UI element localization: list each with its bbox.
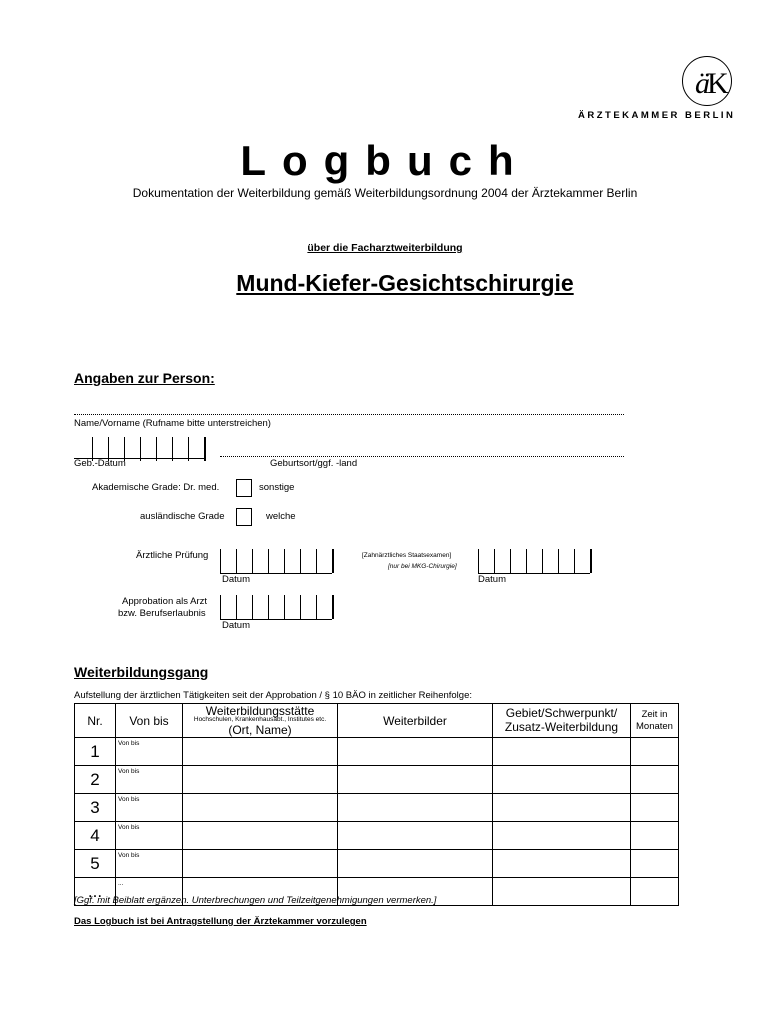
row-nr: 3 — [75, 794, 116, 822]
aekb-logo-icon — [682, 56, 732, 106]
person-heading: Angaben zur Person: — [74, 370, 215, 386]
weiterbildung-table — [74, 703, 679, 906]
col-gebiet — [493, 704, 631, 738]
col-zeit-label-2: Monaten — [636, 720, 673, 732]
col-staette-label: Weiterbildungsstätte — [205, 703, 315, 718]
row-weiterbilder-cell[interactable] — [338, 738, 493, 766]
row-vonbis[interactable]: Von bis — [116, 766, 183, 794]
weiterbildung-intro: Aufstellung der ärztlichen Tätigkeiten seit der Approbation / § 10 BÄO in zeitlicher Reihenfolge: — [74, 690, 473, 701]
ueber-label: über die Facharztweiterbildung — [307, 242, 463, 254]
row-weiterbilder-cell[interactable] — [338, 794, 493, 822]
pruefung-date-field[interactable] — [220, 549, 334, 573]
zahn-datum-label: Datum — [478, 574, 506, 585]
dr-med-checkbox[interactable] — [236, 479, 252, 497]
col-zeit — [631, 704, 679, 738]
geb-label: Geb.-Datum — [74, 458, 126, 469]
row-staette-cell[interactable] — [183, 850, 338, 878]
table-row — [75, 850, 679, 878]
table-row — [75, 794, 679, 822]
pruefung-label: Ärztliche Prüfung — [136, 550, 209, 561]
page-subtitle: Dokumentation der Weiterbildung gemäß Weiterbildungsordnung 2004 der Ärztekammer Berlin — [132, 186, 638, 200]
col-weiterbilder: Weiterbilder — [338, 704, 493, 738]
ausl-grade-checkbox[interactable] — [236, 508, 252, 526]
row-nr: 5 — [75, 850, 116, 878]
row-nr: ... — [75, 878, 116, 906]
row-zeit-cell[interactable] — [631, 850, 679, 878]
row-zeit-cell[interactable] — [631, 738, 679, 766]
row-gebiet-cell[interactable] — [493, 822, 631, 850]
row-nr: 2 — [75, 766, 116, 794]
row-staette-cell[interactable] — [183, 794, 338, 822]
col-staette — [183, 704, 338, 738]
col-gebiet-label-2: Zusatz-Weiterbildung — [504, 719, 619, 734]
col-staette-sub: Hochschulen, Krankenhausabt., Institutes etc. — [193, 716, 327, 724]
fachgebiet-title: Mund-Kiefer-Gesichtschirurgie — [236, 270, 574, 296]
geburtsort-line[interactable] — [220, 456, 624, 457]
col-zeit-label-1: Zeit in — [641, 709, 668, 721]
row-staette-cell[interactable] — [183, 766, 338, 794]
zahn-label-2: [nur bei MKG-Chirurgie] — [388, 563, 457, 570]
table-header-row — [75, 704, 679, 738]
row-vonbis[interactable]: ... — [116, 878, 183, 906]
welche-label: welche — [266, 511, 296, 522]
svg-text:K: K — [707, 67, 729, 100]
zahn-label-1: [Zahnärztliches Staatsexamen] — [362, 552, 452, 559]
row-gebiet-cell[interactable] — [493, 878, 631, 906]
col-nr: Nr. — [75, 704, 116, 738]
zahn-date-field[interactable] — [478, 549, 592, 573]
row-gebiet-cell[interactable] — [493, 850, 631, 878]
sonstige-label: sonstige — [259, 482, 295, 493]
row-zeit-cell[interactable] — [631, 878, 679, 906]
approbation-label-2: bzw. Berufserlaubnis — [118, 608, 206, 619]
name-label: Name/Vorname (Rufname bitte unterstreichen) — [74, 418, 271, 429]
row-weiterbilder-cell[interactable] — [338, 766, 493, 794]
row-vonbis[interactable]: Von bis — [116, 850, 183, 878]
row-gebiet-cell[interactable] — [493, 766, 631, 794]
table-row — [75, 822, 679, 850]
approbation-date-field[interactable] — [220, 595, 334, 619]
row-vonbis[interactable]: Von bis — [116, 794, 183, 822]
akad-label: Akademische Grade: Dr. med. — [92, 482, 220, 493]
row-vonbis[interactable]: Von bis — [116, 738, 183, 766]
col-gebiet-label-1: Gebiet/Schwerpunkt/ — [505, 706, 618, 721]
table-row — [75, 766, 679, 794]
col-staette-sub2: (Ort, Name) — [228, 722, 292, 737]
row-weiterbilder-cell[interactable] — [338, 822, 493, 850]
col-vonbis: Von bis — [116, 704, 183, 738]
row-gebiet-cell[interactable] — [493, 794, 631, 822]
row-zeit-cell[interactable] — [631, 794, 679, 822]
logo-org-name: ÄRZTEKAMMER BERLIN — [578, 110, 736, 121]
row-zeit-cell[interactable] — [631, 766, 679, 794]
name-line[interactable] — [74, 414, 624, 415]
row-staette-cell[interactable] — [183, 822, 338, 850]
row-staette-cell[interactable] — [183, 738, 338, 766]
row-gebiet-cell[interactable] — [493, 738, 631, 766]
footer-note: Das Logbuch ist bei Antragstellung der Ärztekammer vorzulegen — [74, 916, 367, 927]
row-zeit-cell[interactable] — [631, 822, 679, 850]
weiterbildung-heading: Weiterbildungsgang — [74, 664, 209, 680]
table-row — [75, 738, 679, 766]
row-vonbis[interactable]: Von bis — [116, 822, 183, 850]
ergaenzung-note: [Ggf. mit Beiblatt ergänzen. Unterbrechungen und Teilzeitgenehmigungen vermerken.] — [74, 895, 437, 906]
approbation-label-1: Approbation als Arzt — [122, 596, 208, 607]
geburtsort-label: Geburtsort/ggf. -land — [270, 458, 358, 469]
approbation-datum-label: Datum — [222, 620, 250, 631]
row-nr: 1 — [75, 738, 116, 766]
row-nr: 4 — [75, 822, 116, 850]
pruefung-datum-label: Datum — [222, 574, 250, 585]
svg-text:ä: ä — [695, 67, 710, 100]
page-title: Logbuch — [240, 137, 530, 184]
row-weiterbilder-cell[interactable] — [338, 850, 493, 878]
ausl-grade-label: ausländische Grade — [140, 511, 225, 522]
